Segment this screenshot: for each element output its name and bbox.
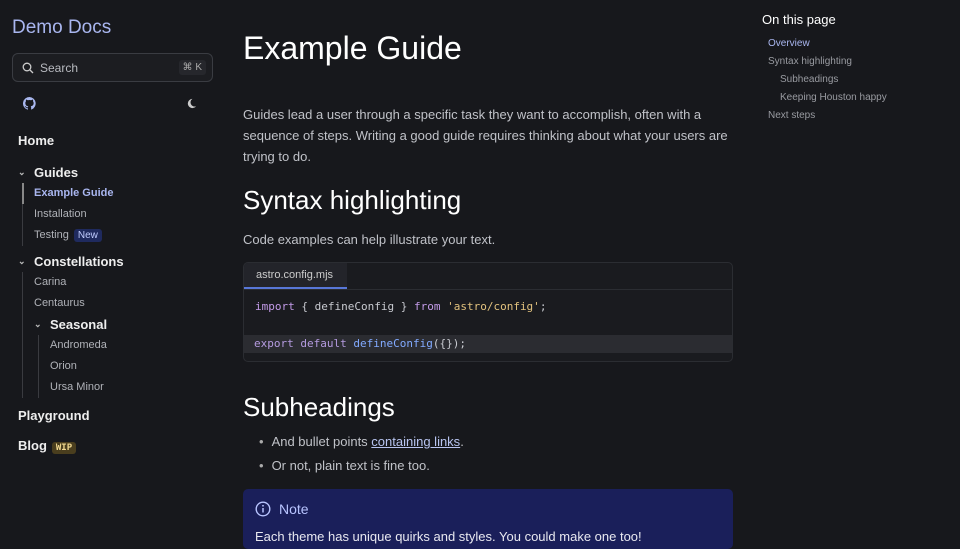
sidebar-item-carina[interactable]: Carina	[34, 276, 67, 288]
code-line-highlighted: export default defineConfig({});	[244, 335, 732, 353]
sidebar-item-playground[interactable]: Playground	[18, 408, 90, 423]
chevron-down-icon: ⌄	[34, 319, 42, 329]
sidebar-item-centaurus[interactable]: Centaurus	[34, 297, 85, 309]
heading-syntax-highlighting: Syntax highlighting	[243, 185, 462, 215]
code-line: import { defineConfig } from 'astro/config';	[255, 300, 547, 313]
wip-badge: WIP	[52, 442, 76, 454]
note-title: Note	[279, 501, 309, 517]
item-label: Blog	[18, 438, 47, 453]
sidebar-item-orion[interactable]: Orion	[50, 360, 77, 372]
toc-item-overview[interactable]: Overview	[768, 38, 810, 49]
sidebar-nav	[18, 133, 218, 459]
item-label: Testing	[34, 229, 69, 241]
list-item: • Or not, plain text is fine too.	[259, 456, 464, 480]
chevron-down-icon: ⌄	[18, 256, 26, 266]
search-icon	[22, 62, 34, 74]
sidebar-group-guides[interactable]	[18, 162, 218, 183]
note-body: Each theme has unique quirks and styles. You could make one too!	[255, 529, 642, 544]
toc-heading: On this page	[762, 12, 836, 27]
sidebar	[0, 0, 228, 540]
sidebar-item-installation[interactable]: Installation	[34, 208, 87, 220]
new-badge: New	[74, 229, 102, 242]
sidebar-group-seasonal[interactable]	[34, 314, 218, 335]
toc-item-subheadings[interactable]: Subheadings	[780, 74, 839, 85]
list-item: • And bullet points containing links.	[259, 432, 464, 456]
toc-item-keeping-houston-happy[interactable]: Keeping Houston happy	[780, 92, 887, 103]
page-title: Example Guide	[243, 30, 462, 66]
bullet-list	[259, 432, 464, 480]
code-filename-tab: astro.config.mjs	[244, 263, 347, 289]
note-aside	[243, 489, 733, 549]
intro-paragraph: Guides lead a user through a specific task they want to accomplish, often with a sequence of steps. Writing a good guide requires thinking about what your users are trying to do.	[243, 107, 728, 164]
group-label: Guides	[34, 165, 79, 180]
search-placeholder: Search	[40, 60, 79, 75]
sidebar-group-constellations[interactable]	[18, 251, 218, 272]
heading-subheadings: Subheadings	[243, 392, 395, 422]
group-label: Constellations	[34, 254, 124, 269]
toc-item-next-steps[interactable]: Next steps	[768, 110, 816, 121]
sidebar-item-home[interactable]: Home	[18, 133, 55, 148]
moon-icon[interactable]	[186, 98, 197, 109]
search-shortcut: ⌘ K	[179, 60, 206, 75]
group-label: Seasonal	[50, 317, 108, 332]
github-icon[interactable]	[23, 97, 36, 110]
sidebar-item-andromeda[interactable]: Andromeda	[50, 339, 107, 351]
containing-links-link[interactable]: containing links	[371, 434, 461, 449]
site-title[interactable]: Demo Docs	[12, 17, 112, 38]
search-button[interactable]	[12, 53, 213, 82]
info-icon	[255, 501, 271, 517]
sidebar-item-testing[interactable]	[34, 225, 218, 246]
syntax-paragraph: Code examples can help illustrate your text.	[243, 232, 496, 247]
sidebar-item-example-guide[interactable]: Example Guide	[22, 183, 218, 204]
table-of-contents	[762, 12, 887, 125]
sidebar-item-ursa-minor[interactable]: Ursa Minor	[50, 381, 104, 393]
code-block	[243, 262, 733, 362]
chevron-down-icon: ⌄	[18, 167, 26, 177]
sidebar-item-blog[interactable]	[18, 438, 218, 459]
toc-item-syntax-highlighting[interactable]: Syntax highlighting	[768, 56, 852, 67]
